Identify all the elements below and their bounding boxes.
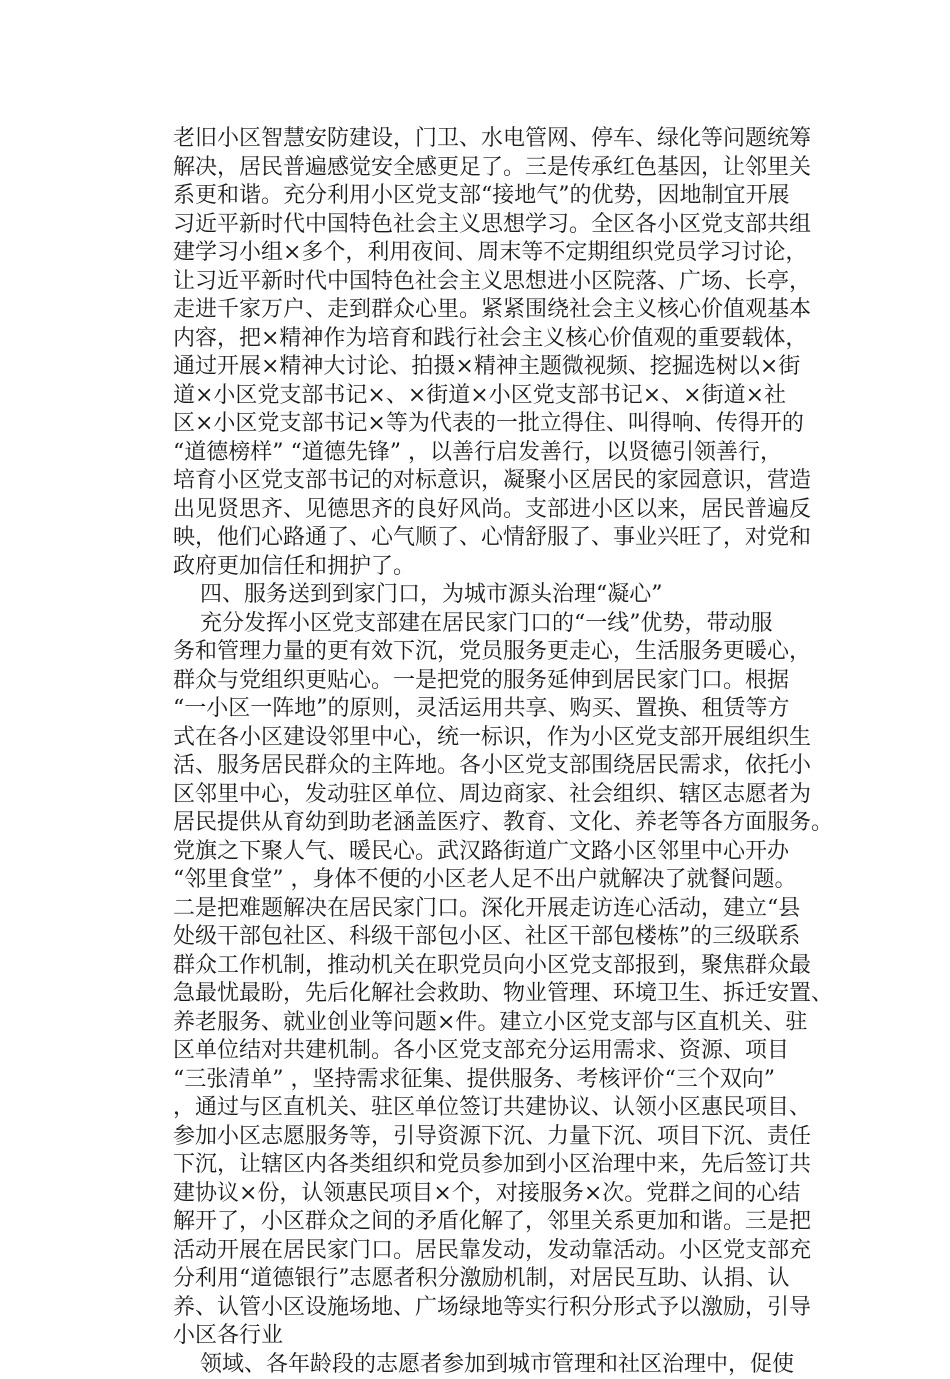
paragraph-line: 出见贤思齐、见德思齐的良好风尚。支部进小区以来，居民普遍反	[173, 496, 813, 525]
paragraph-line: “道德榜样” “道德先锋” ，以善行启发善行，以贤德引领善行，	[173, 439, 813, 468]
paragraph-line: 务和管理力量的更有效下沉，党员服务更走心，生活服务更暖心，	[173, 638, 813, 667]
paragraph-line: 群众与党组织更贴心。一是把党的服务延伸到居民家门口。根据	[173, 667, 813, 696]
paragraph-line: 习近平新时代中国特色社会主义思想学习。全区各小区党支部共组	[173, 211, 813, 240]
paragraph-line: 急最忧最盼，先后化解社会救助、物业管理、环境卫生、拆迁安置、	[173, 980, 813, 1009]
paragraph-line: 处级干部包社区、科级干部包小区、社区干部包楼栋”的三级联系	[173, 923, 813, 952]
paragraph-line: “邻里食堂” ，身体不便的小区老人足不出户就解决了就餐问题。	[173, 866, 813, 895]
paragraph-line: 系更和谐。充分利用小区党支部“接地气”的优势，因地制宜开展	[173, 182, 813, 211]
paragraph-line: 活动开展在居民家门口。居民靠发动，发动靠活动。小区党支部充	[173, 1237, 813, 1266]
paragraph-line: 活、服务居民群众的主阵地。各小区党支部围绕居民需求，依托小	[173, 752, 813, 781]
paragraph-line: 领域、各年龄段的志愿者参加到城市管理和社区治理中，促使	[173, 1351, 813, 1379]
paragraph-line: 道×小区党支部书记×、×街道×小区党支部书记×、×街道×社	[173, 382, 813, 411]
paragraph-line: 分利用“道德银行”志愿者积分激励机制，对居民互助、认捐、认	[173, 1265, 813, 1294]
paragraph-line: 映，他们心路通了、心气顺了、心情舒服了、事业兴旺了，对党和	[173, 524, 813, 553]
paragraph-line: 小区各行业	[173, 1322, 813, 1351]
paragraph-line: 充分发挥小区党支部建在居民家门口的“一线”优势，带动服	[173, 610, 813, 639]
paragraph-line: 区邻里中心，发动驻区单位、周边商家、社会组织、辖区志愿者为	[173, 781, 813, 810]
paragraph-line: 政府更加信任和拥护了。	[173, 553, 813, 582]
paragraph-line: “三张清单” ，坚持需求征集、提供服务、考核评价“三个双向”	[173, 1066, 813, 1095]
paragraph-line: 内容，把×精神作为培育和践行社会主义核心价值观的重要载体，	[173, 325, 813, 354]
paragraph-line: 通过开展×精神大讨论、拍摄×精神主题微视频、挖掘选树以×街	[173, 353, 813, 382]
paragraph-line: 式在各小区建设邻里中心，统一标识，作为小区党支部开展组织生	[173, 724, 813, 753]
paragraph-line: 参加小区志愿服务等，引导资源下沉、力量下沉、项目下沉、责任	[173, 1123, 813, 1152]
paragraph-line: 培育小区党支部书记的对标意识，凝聚小区居民的家园意识，营造	[173, 467, 813, 496]
paragraph-line: 老旧小区智慧安防建设，门卫、水电管网、停车、绿化等问题统筹	[173, 125, 813, 154]
paragraph-line: 让习近平新时代中国特色社会主义思想进小区院落、广场、长亭，	[173, 268, 813, 297]
paragraph-line: 群众工作机制，推动机关在职党员向小区党支部报到，聚焦群众最	[173, 952, 813, 981]
paragraph-line: 解决，居民普遍感觉安全感更足了。三是传承红色基因，让邻里关	[173, 154, 813, 183]
paragraph-line: 区×小区党支部书记×等为代表的一批立得住、叫得响、传得开的	[173, 410, 813, 439]
paragraph-line: “一小区一阵地”的原则，灵活运用共享、购买、置换、租赁等方	[173, 695, 813, 724]
document-body	[173, 125, 813, 1379]
paragraph-line: 养、认管小区设施场地、广场绿地等实行积分形式予以激励，引导	[173, 1294, 813, 1323]
paragraph-line: 解开了，小区群众之间的矛盾化解了，邻里关系更加和谐。三是把	[173, 1208, 813, 1237]
paragraph-line: 二是把难题解决在居民家门口。深化开展走访连心活动，建立“县	[173, 895, 813, 924]
paragraph-line: 养老服务、就业创业等问题×件。建立小区党支部与区直机关、驻	[173, 1009, 813, 1038]
paragraph-line: ，通过与区直机关、驻区单位签订共建协议、认领小区惠民项目、	[173, 1094, 813, 1123]
paragraph-line: 居民提供从育幼到助老涵盖医疗、教育、文化、养老等各方面服务。	[173, 809, 813, 838]
paragraph-line: 建学习小组×多个，利用夜间、周末等不定期组织党员学习讨论，	[173, 239, 813, 268]
paragraph-line: 下沉，让辖区内各类组织和党员参加到小区治理中来，先后签订共	[173, 1151, 813, 1180]
paragraph-line: 党旗之下聚人气、暖民心。武汉路街道广文路小区邻里中心开办	[173, 838, 813, 867]
section-heading: 四、服务送到到家门口，为城市源头治理“凝心”	[173, 581, 813, 610]
paragraph-line: 建协议×份，认领惠民项目×个，对接服务×次。党群之间的心结	[173, 1180, 813, 1209]
paragraph-line: 区单位结对共建机制。各小区党支部充分运用需求、资源、项目	[173, 1037, 813, 1066]
paragraph-line: 走进千家万户、走到群众心里。紧紧围绕社会主义核心价值观基本	[173, 296, 813, 325]
